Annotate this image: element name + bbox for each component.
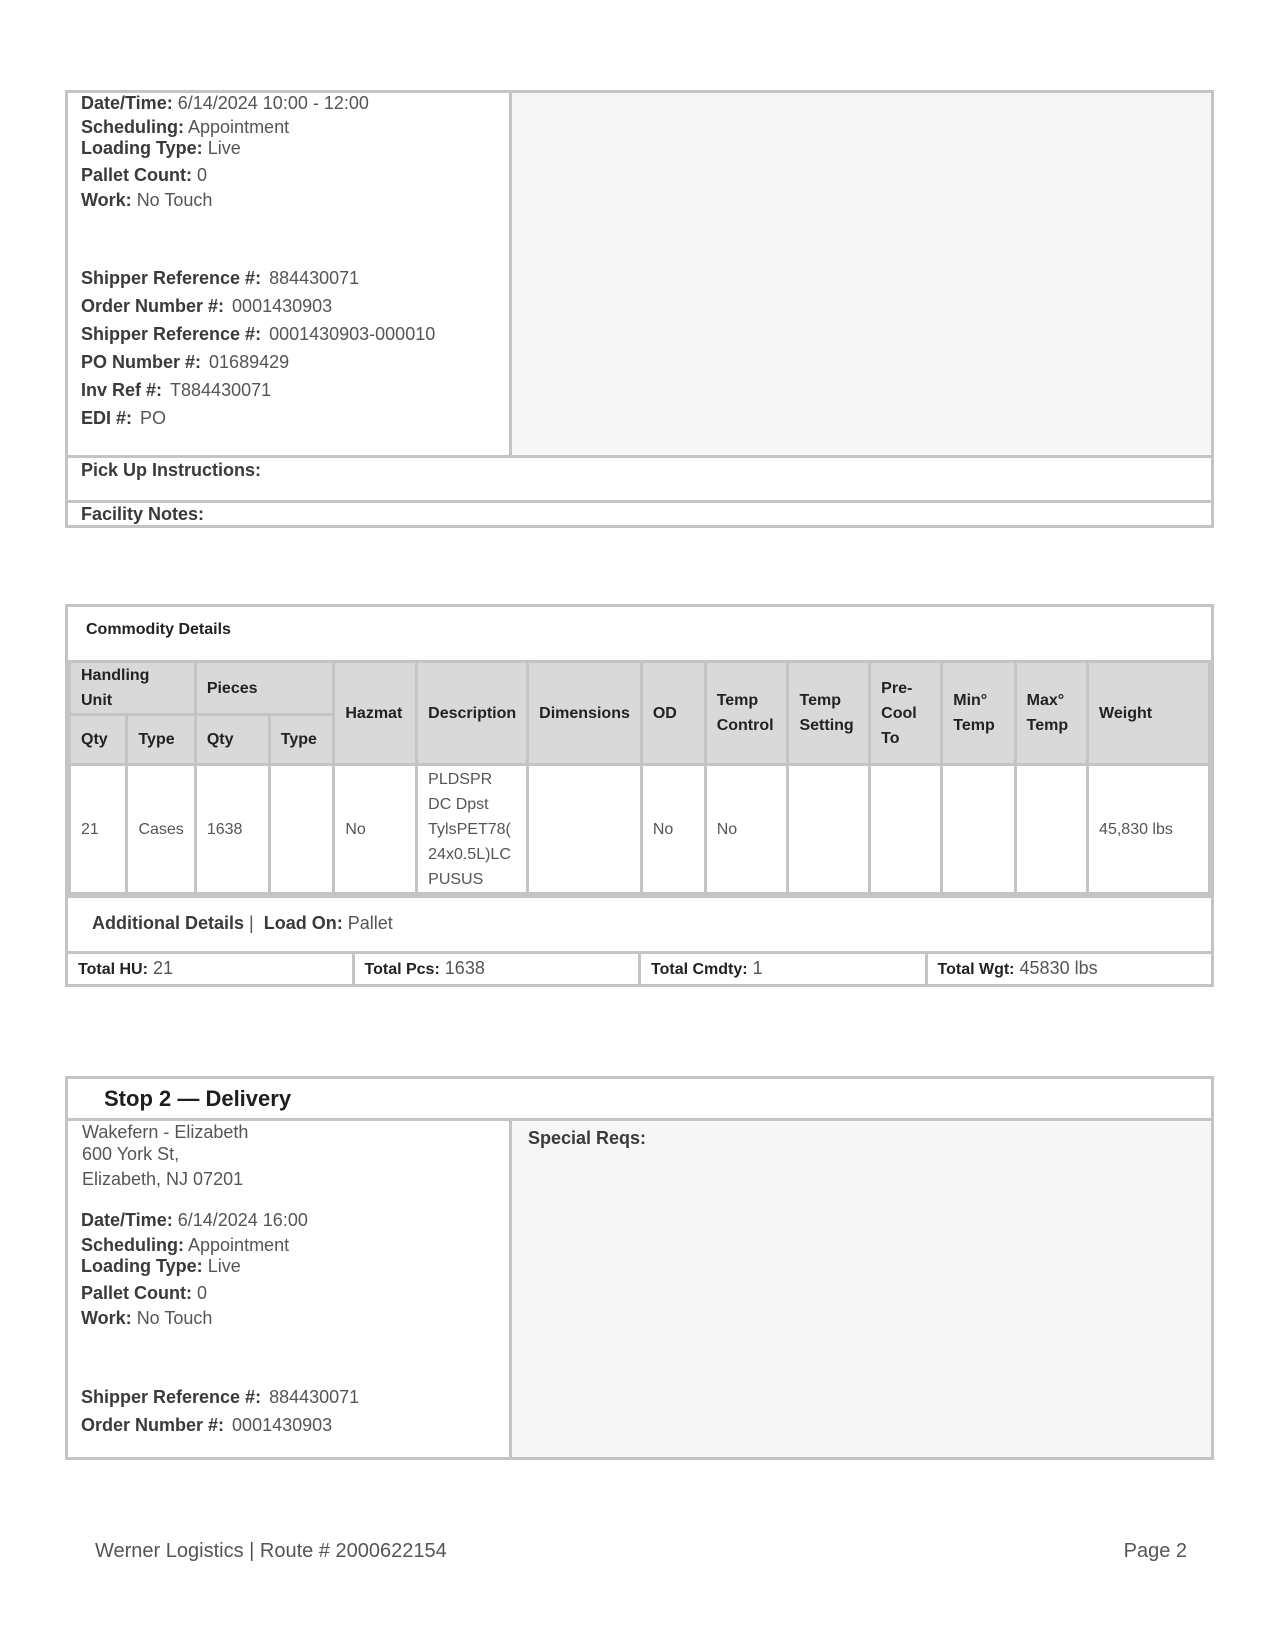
pallet-count-value: 0 bbox=[197, 165, 208, 185]
pallet-count-label: Pallet Count: bbox=[81, 165, 192, 185]
address-street: 600 York St, bbox=[82, 1144, 180, 1164]
loading-type-label: Loading Type: bbox=[81, 1256, 203, 1276]
stop1-work bbox=[81, 190, 212, 211]
header-temp-setting: Temp Setting bbox=[788, 662, 870, 765]
scheduling-value: Appointment bbox=[188, 1235, 290, 1255]
header-pieces-qty: Qty bbox=[195, 715, 269, 765]
header-pre-cool: Pre-Cool To bbox=[870, 662, 942, 765]
reference-value: 01689429 bbox=[209, 352, 290, 372]
reference-value: 884430071 bbox=[269, 1387, 360, 1407]
facility-notes-row bbox=[68, 500, 1211, 525]
total-pcs bbox=[355, 954, 642, 984]
stop2-special-reqs-area bbox=[512, 1121, 1211, 1457]
pallet-count-label: Pallet Count: bbox=[81, 1283, 192, 1303]
cell-temp-setting bbox=[788, 765, 870, 894]
scheduling-label: Scheduling: bbox=[81, 117, 184, 137]
work-value: No Touch bbox=[136, 1308, 213, 1328]
reference-value: 0001430903 bbox=[232, 296, 333, 316]
reference-line bbox=[81, 296, 332, 317]
stop1-details-panel bbox=[65, 90, 1214, 528]
total-hu bbox=[68, 954, 355, 984]
table-row bbox=[70, 765, 1210, 894]
address-city: Elizabeth, NJ 07201 bbox=[82, 1169, 244, 1189]
reference-line bbox=[81, 1415, 332, 1436]
loading-type-label: Loading Type: bbox=[81, 138, 203, 158]
commodity-table bbox=[68, 660, 1211, 895]
additional-details-label: Additional Details bbox=[92, 913, 245, 933]
header-max-temp: Max° Temp bbox=[1015, 662, 1087, 765]
stop1-info-column bbox=[68, 93, 512, 455]
reference-value: PO bbox=[140, 408, 167, 428]
address-name: Wakefern - Elizabeth bbox=[82, 1122, 249, 1142]
reference-label: Shipper Reference #: bbox=[81, 324, 262, 344]
total-cmdty-label: Total Cmdty: bbox=[651, 961, 748, 978]
stop2-loading-type bbox=[81, 1256, 241, 1277]
header-handling-unit: Handling Unit bbox=[70, 662, 196, 715]
header-weight: Weight bbox=[1088, 662, 1210, 765]
load-on-value: Pallet bbox=[347, 913, 393, 933]
header-hu-type: Type bbox=[127, 715, 195, 765]
total-hu-value: 21 bbox=[152, 958, 173, 978]
scheduling-value: Appointment bbox=[188, 117, 290, 137]
stop2-scheduling bbox=[81, 1235, 289, 1256]
reference-line bbox=[81, 268, 359, 289]
facility-notes-label: Facility Notes: bbox=[81, 504, 205, 524]
total-wgt bbox=[928, 954, 1212, 984]
total-pcs-label: Total Pcs: bbox=[364, 961, 440, 978]
additional-details-row bbox=[68, 895, 1211, 951]
reference-line bbox=[81, 408, 166, 429]
work-label: Work: bbox=[81, 190, 132, 210]
scheduling-label: Scheduling: bbox=[81, 1235, 184, 1255]
total-cmdty-value: 1 bbox=[752, 958, 763, 978]
stop1-loading-type bbox=[81, 138, 241, 159]
cell-pieces-type bbox=[269, 765, 334, 894]
commodity-details-panel bbox=[65, 604, 1214, 987]
totals-row bbox=[68, 951, 1211, 984]
additional-details-text bbox=[92, 913, 393, 934]
datetime-value: 6/14/2024 16:00 bbox=[177, 1210, 308, 1230]
total-hu-label: Total HU: bbox=[78, 961, 148, 978]
cell-temp-control: No bbox=[705, 765, 788, 894]
stop1-notes-area bbox=[512, 93, 1211, 455]
stop2-pallet-count bbox=[81, 1283, 207, 1304]
footer-route-info: Werner Logistics | Route # 2000622154 bbox=[95, 1540, 447, 1562]
reference-value: 0001430903-000010 bbox=[269, 324, 436, 344]
total-wgt-value: 45830 lbs bbox=[1019, 958, 1098, 978]
cell-pieces-qty: 1638 bbox=[195, 765, 269, 894]
stop2-header bbox=[68, 1079, 1211, 1121]
cell-hu-type: Cases bbox=[127, 765, 195, 894]
header-od: OD bbox=[641, 662, 705, 765]
datetime-label: Date/Time: bbox=[81, 1210, 173, 1230]
load-on-label: Load On: bbox=[263, 913, 343, 933]
cell-weight: 45,830 lbs bbox=[1088, 765, 1210, 894]
pallet-count-value: 0 bbox=[197, 1283, 208, 1303]
reference-label: EDI #: bbox=[81, 408, 133, 428]
header-description: Description bbox=[417, 662, 528, 765]
datetime-value: 6/14/2024 10:00 - 12:00 bbox=[177, 93, 369, 113]
total-cmdty bbox=[641, 954, 928, 984]
reference-label: Order Number #: bbox=[81, 296, 225, 316]
cell-pre-cool bbox=[870, 765, 942, 894]
stop1-pallet-count bbox=[81, 165, 207, 186]
stop2-datetime bbox=[81, 1210, 308, 1231]
reference-line bbox=[81, 352, 289, 373]
reference-value: 884430071 bbox=[269, 268, 360, 288]
cell-od: No bbox=[641, 765, 705, 894]
total-wgt-label: Total Wgt: bbox=[937, 961, 1015, 978]
header-hu-qty: Qty bbox=[70, 715, 127, 765]
reference-line bbox=[81, 324, 435, 345]
cell-hu-qty: 21 bbox=[70, 765, 127, 894]
stop2-info-column bbox=[68, 1121, 512, 1457]
header-pieces: Pieces bbox=[195, 662, 334, 715]
reference-label: PO Number #: bbox=[81, 352, 202, 372]
stop2-work bbox=[81, 1308, 212, 1329]
reference-label: Order Number #: bbox=[81, 1415, 225, 1435]
page-number: Page 2 bbox=[1123, 1540, 1187, 1562]
pickup-instructions-row bbox=[68, 455, 1211, 500]
reference-value: T884430071 bbox=[170, 380, 272, 400]
reference-label: Shipper Reference #: bbox=[81, 1387, 262, 1407]
work-label: Work: bbox=[81, 1308, 132, 1328]
header-min-temp: Min° Temp bbox=[942, 662, 1015, 765]
loading-type-value: Live bbox=[207, 1256, 241, 1276]
cell-hazmat: No bbox=[334, 765, 417, 894]
reference-line bbox=[81, 380, 271, 401]
separator: | bbox=[249, 913, 254, 933]
loading-type-value: Live bbox=[207, 138, 241, 158]
stop2-heading: Stop 2 — Delivery bbox=[104, 1086, 292, 1111]
cell-dimensions bbox=[528, 765, 642, 894]
header-hazmat: Hazmat bbox=[334, 662, 417, 765]
reference-label: Inv Ref #: bbox=[81, 380, 163, 400]
reference-label: Shipper Reference #: bbox=[81, 268, 262, 288]
datetime-label: Date/Time: bbox=[81, 93, 173, 113]
cell-max-temp bbox=[1015, 765, 1087, 894]
cell-min-temp bbox=[942, 765, 1015, 894]
stop2-delivery-panel bbox=[65, 1076, 1214, 1460]
total-pcs-value: 1638 bbox=[444, 958, 485, 978]
work-value: No Touch bbox=[136, 190, 213, 210]
stop1-scheduling bbox=[81, 117, 289, 138]
header-pieces-type: Type bbox=[269, 715, 334, 765]
reference-line bbox=[81, 1387, 359, 1408]
commodity-details-title: Commodity Details bbox=[86, 621, 231, 638]
cell-description: PLDSPR DC Dpst TylsPET78( 24x0.5L)LC PUSUS bbox=[417, 765, 528, 894]
header-dimensions: Dimensions bbox=[528, 662, 642, 765]
reference-value: 0001430903 bbox=[232, 1415, 333, 1435]
stop1-datetime bbox=[81, 93, 369, 114]
header-temp-control: Temp Control bbox=[705, 662, 788, 765]
special-reqs-label: Special Reqs: bbox=[528, 1128, 647, 1148]
pickup-instructions-label: Pick Up Instructions: bbox=[81, 460, 262, 480]
